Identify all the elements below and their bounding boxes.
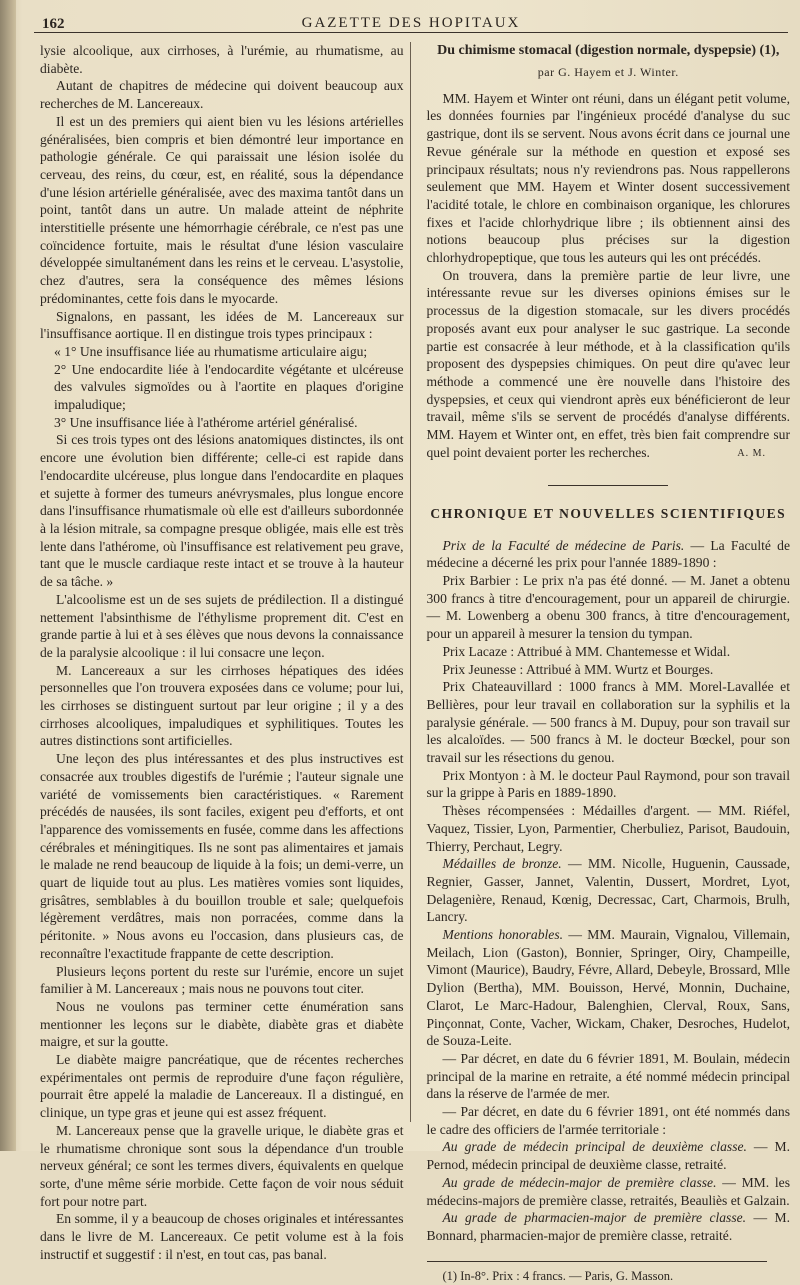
news-lead: Au grade de médecin-major de première classe. [442,1174,717,1190]
quote-item: 3° Une insuffisance liée à l'athérome artériel généralisé. [54,414,358,430]
news-text: — MM. les médecins-majors de première classe, retraités, Beauliès et Galzain. [426,1174,790,1208]
news-item [427,1050,791,1103]
news-lead: Mentions honorables. [442,927,564,943]
page-number: 162 [42,16,65,32]
article-author: par G. Hayem et J. Winter. [537,65,679,79]
news-text: Prix Chateauvillard : 1000 francs à MM. Morel-Lavallée et Bellières, pour leur travail en collaboration sur la syphilis et la paralysie générale. — 500 francs à M. Dupuy, pour son travail sur les alcaloïdes. — 500 francs à M. le docteur Bœckel, pour son travail sur les résections du genou. [426,679,790,766]
news-text: Thèses récompensées : Médailles d'argent. — MM. Riéfel, Vaquez, Tissier, Lyon, Parmentier, Cherbuliez, Parisot, Baudouin, Thierry, Perchaut, Legry. [426,803,790,854]
news-item [427,767,791,802]
paragraph: Il est un des premiers qui aient bien vu les lésions artérielles généralisées, bien compris et bien démontré leur importance en pathologie générale. Ce qui paraissait une lésion isolée du cerveau, des reins, du cœur, est, en réalité, sous la dépendance d'une lésion artérielle généralisée, avec des maxima tantôt dans un point, tantôt dans un autre. Un malade atteint de néphrite interstitielle présente une hémorrhagie cérébrale, ce n'est pas une coïncidence fortuite, mais le résultat d'une lésion vasculaire développée simultanément dans les reins et le cerveau. L'asystolie, chez d'autres, sera la conséquence des mêmes lésions prédominantes, cette fois dans le myocarde. [40,113,404,306]
news-text: Prix Lacaze : Attribué à MM. Chantemesse et Widal. [442,643,731,659]
news-item [427,643,791,661]
news-item [427,926,791,1050]
article-title: Du chimisme stomacal (digestion normale, dyspepsie) (1), [437,43,780,58]
news-text: Prix Montyon : à M. le docteur Paul Raymond, pour son travail sur la grippe à Paris en 1889-1890. [426,767,790,801]
news-lead: Prix de la Faculté de médecine de Paris. [442,537,685,553]
page-header [34,10,788,33]
footnote-rule [427,1261,767,1262]
news-item [427,661,791,679]
news-item [427,1174,791,1209]
news-text: — M. Bonnard, pharmacien-major de première classe, retraité. [426,1210,790,1243]
running-title: GAZETTE DES HOPITAUX [301,15,521,31]
news-item [427,802,791,855]
news-lead: Au grade de pharmacien-major de première classe. [442,1210,747,1226]
section-title: CHRONIQUE ET NOUVELLES SCIENTIFIQUES [430,505,787,521]
quote-item: 2° Une endocardite liée à l'endocardite végétante et ulcéreuse des valvules sigmoïdes ou à l'aortite en plaques d'origine impaludique; [54,361,404,413]
paragraph: Si ces trois types ont des lésions anatomiques distinctes, ils ont encore une évolution bien différente; celle-ci est rapide dans l'endocardite ulcéreuse, plus longue dans l'endocardite en plaques et sujette à former des tumeurs anévrysmales, plus longue encore dans l'insuffisance rhumatismale où elle est d'ailleurs subordonnée à la lésion mitrale, sa compagne presque obligée, mais elle est très lente dans l'athérome, où l'insuffisance est relativement peu grave, tant que le muscle cardiaque reste intact et se trouve à la hauteur de sa tâche. » [40,432,404,590]
text-columns [40,42,791,1283]
paragraph: Le diabète maigre pancréatique, que de récentes recherches expérimentales ont permis de reproduire d'une façon régulière, pourrait être appelé la maladie de Lancereaux. Il a distingué, en clinique, un type gras et jeune qui est assez fréquent. [40,1052,404,1121]
paragraph: Signalons, en passant, les idées de M. Lancereaux sur l'insuffisance aortique. Il en distingue trois types principaux : [40,308,404,342]
paragraph: L'alcoolisme est un de ses sujets de prédilection. Il a distingué nettement l'absinthisme de l'éthylisme proprement dit. C'est en grande partie à lui et à ses élèves que nous devons la connaissance de la paralysie alcoolique : il lui consacre une leçon. [40,591,404,660]
paragraph: lysie alcoolique, aux cirrhoses, à l'urémie, au rhumatisme, au diabète. [40,43,404,76]
news-text: — MM. Maurain, Vignalou, Villemain, Meilach, Lion (Gaston), Bonnier, Springer, Oiry, Champeille, Vimont (Maurice), Baudry, Févre, Allard, Debeyle, Brossard, Mlle Dylion (Bertha), MM. Bouisson, Hervé, Monnin, Duchaine, Clarot, Le Marc-Hadour, Balenghien, Clerval, Roux, Sans, Pinçonnat, Conte, Vacher, Wickam, Chaker, Desroches, Hudelot, de Souza-Leite. [426,927,791,1049]
article-signature: A. M. [737,448,766,460]
news-item [427,572,791,643]
section-separator [427,473,791,491]
news-text: — M. Pernod, médecin principal de deuxième classe, retraité. [426,1139,790,1173]
news-text: — MM. Nicolle, Huguenin, Caussade, Regnier, Gasser, Jannet, Valentin, Dussert, Mordret, Lyot, Delagenière, Renaud, Kœnig, Decressac, Cart, Charmois, Brulh, Lancry. [426,856,790,925]
news-text: Prix Jeunesse : Attribué à MM. Wurtz et Bourges. [442,661,714,677]
quote-item: « 1° Une insuffisance liée au rhumatisme articulaire aigu; [54,343,368,359]
news-item [427,1103,791,1138]
news-text: — Par décret, en date du 6 février 1891, ont été nommés dans le cadre des officiers de l'armée territoriale : [426,1104,790,1137]
news-item [427,537,791,572]
paragraph: M. Lancereaux pense que la gravelle urique, le diabète gras et le rhumatisme chronique sont sous la dépendance d'un trouble nerveux général; ce sont les termes divers, équivalents en quelque sorte, d'une même série morbide. Cette façon de voir nous séduit fort pour notre part. [40,1122,404,1209]
news-text: — Par décret, en date du 6 février 1891, M. Boulain, médecin principal de la marine en retraite, a été nommé médecin principal dans la réserve de l'armée de mer. [426,1050,790,1102]
paragraph: Autant de chapitres de médecine qui doivent beaucoup aux recherches de M. Lancereaux. [40,78,404,112]
news-lead: Au grade de médecin principal de deuxième classe. [442,1139,747,1155]
news-item [427,1138,791,1173]
left-column [40,42,411,1262]
footnote: (1) In-8°. Prix : 4 francs. — Paris, G. Masson. [442,1268,674,1283]
news-item [427,855,791,926]
page-binding-shadow [0,0,16,1151]
paragraph: En somme, il y a beaucoup de choses originales et intéressantes dans le livre de M. Lancereaux. Ce petit volume est à la fois instructif et suggestif : il n'est, en tout cas, pas banal. [40,1211,404,1262]
paragraph: On trouvera, dans la première partie de leur livre, une intéressante revue sur les diverses opinions émises sur le processus de la digestion stomacale, sur les divers procédés proposés avant eux pour analyser le suc gastrique. La seconde partie est consacrée à leur méthode, et à la classification qu'ils proposent des dyspepsies chimiques. On peut dire qu'avec leur méthode a commencé une ère nouvelle dans l'histoire des dyspepsies, et ceux qui viendront après eux bénéficieront de leur travail, même s'ils se servent de procédés d'analyse différents. MM. Hayem et Winter ont, en effet, très bien fait comprendre sur quel point devaient porter les recherches. [426,267,790,460]
news-lead: Médailles de bronze. [442,856,562,872]
news-item [427,678,791,767]
news-item [427,1209,791,1244]
paragraph: Une leçon des plus intéressantes et des plus instructives est consacrée aux troubles digestifs de l'urémie ; l'auteur signale une variété de vomissements bien caractéristiques. « Rarement précédés de nausées, ils sont faciles, exigent peu d'efforts, et ont l'apparence des vomissements en fusée, comme dans les affections cérébrales et méningitiques. Ils ne sont pas alimentaires et jamais le malade ne rend beaucoup de liquide à la fois; un demi-verre, un quart de liquide tout au plus. Les matières vomies sont liquides, grisâtres, semblables à du bouillon trouble et sale; quelquefois légèrement verdâtres, mais non porracées, comme dans la péritonite. » Nous avons eu l'occasion, dans plusieurs cas, de reconnaître l'exactitude frappante de cette description. [40,751,404,961]
paragraph: Plusieurs leçons portent du reste sur l'urémie, encore un sujet familier à M. Lancereaux ; mais nous ne pouvons tout citer. [40,963,404,997]
paragraph: M. Lancereaux a sur les cirrhoses hépatiques des idées personnelles que l'on trouvera exposées dans ce volume; pour lui, les cirrhoses se distinguent surtout par leur origine ; il y a des cirrhoses alcooliques, impaludiques et syphilitiques. Toutes les autres distinctions sont artificielles. [40,662,404,749]
paragraph: Nous ne voulons pas terminer cette énumération sans mentionner les leçons sur le diabète, diabète gras et diabète maigre, et sur la goutte. [40,998,404,1050]
news-text: — La Faculté de médecine a décerné les prix pour l'année 1889-1890 : [426,537,790,571]
right-column [426,42,791,1283]
news-text: Prix Barbier : Le prix n'a pas été donné. — M. Janet a obtenu 300 francs à titre d'encouragement, pour un appareil de chirurgie. — M. Lowenberg a obenu 300 francs, à titre d'encouragement, pour un appareil à mesurer la tension du tympan. [426,572,790,642]
paragraph: MM. Hayem et Winter ont réuni, dans un élégant petit volume, les données fournies par l'ingénieux procédé d'analyse du suc gastrique, dont ils se servent. Nous avons écrit dans ce journal une Revue générale sur la méthode en question et exposé ses principaux résultats; nous n'y reviendrons pas. Nous rappellerons seulement que MM. Hayem et Winter dosent successivement l'acidité totale, le chlore en combinaison organique, les chlorures fixes et l'acide chlorhydrique libre ; ils obtiennent ainsi des notions beaucoup plus précises sur la digestion chlorhydropeptique, que tous les auteurs qui les ont précédés. [426,90,790,266]
